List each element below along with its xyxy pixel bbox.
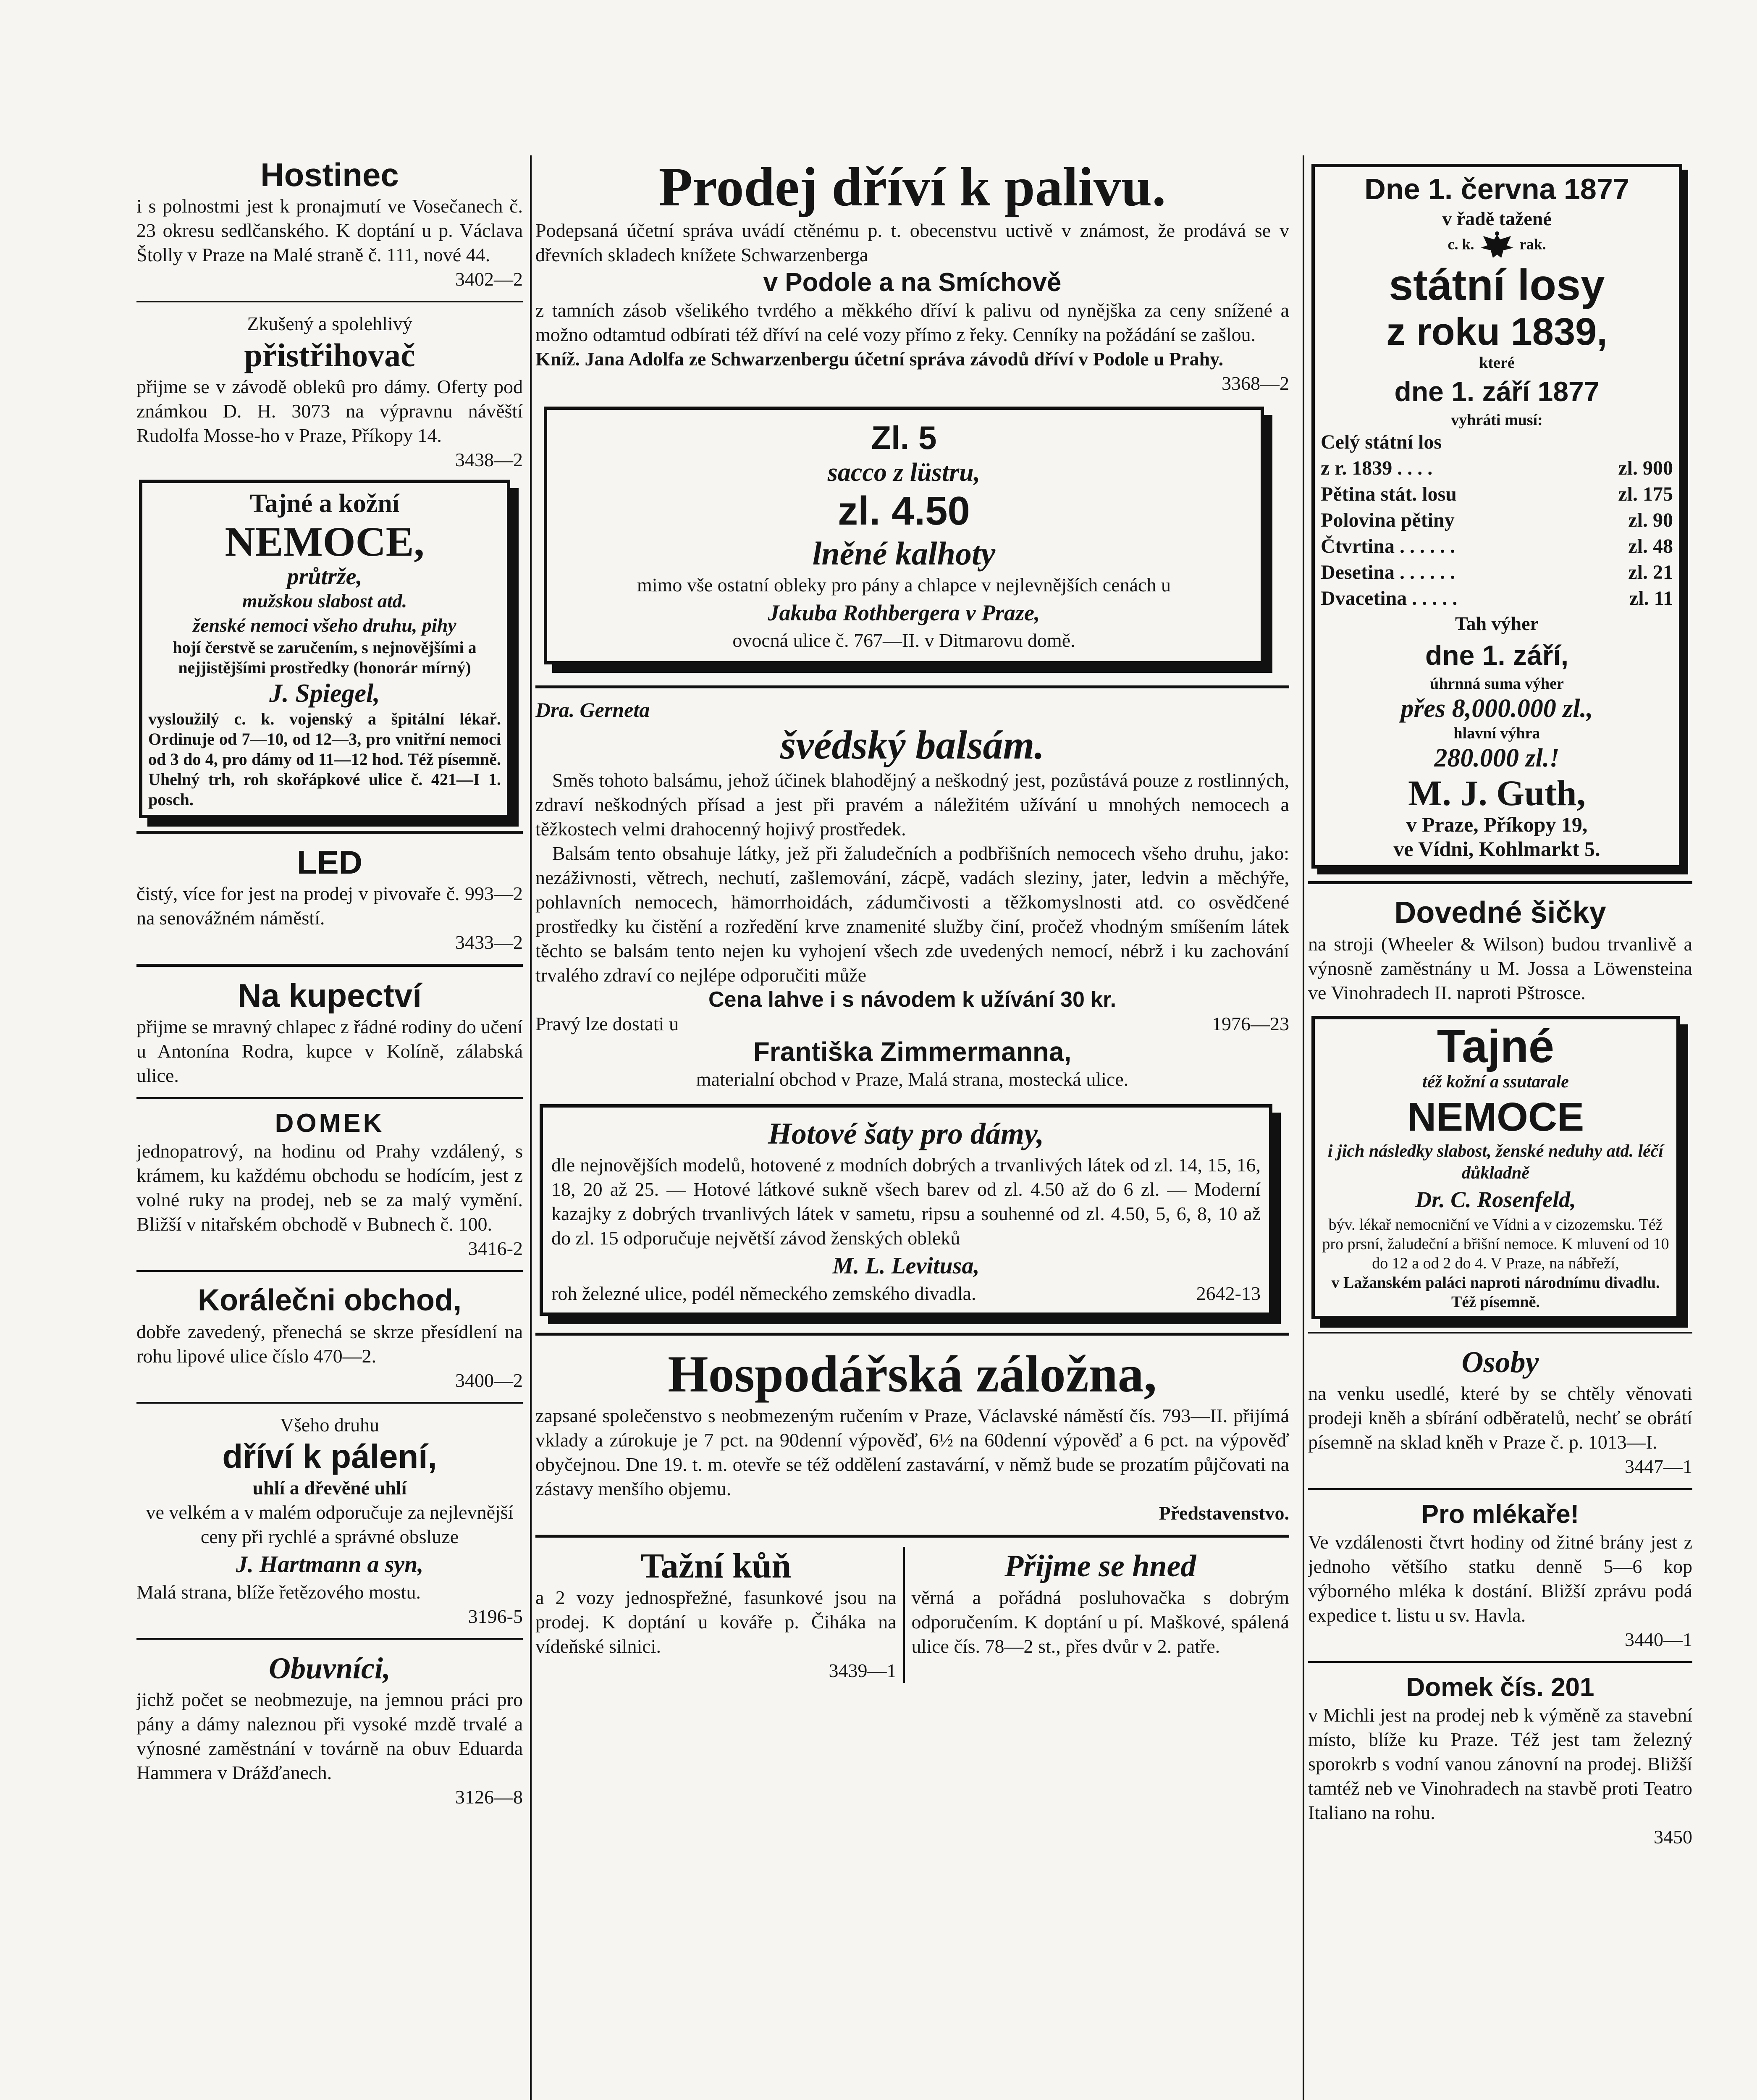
ad-subtitle: Tajné a kožní bbox=[249, 489, 399, 518]
ad-title: Korálečni obchod, bbox=[197, 1284, 462, 1317]
ad-line: Tah výher bbox=[1455, 613, 1539, 634]
ad-koralecni bbox=[136, 1281, 523, 1393]
prize-label: z r. 1839 . . . . bbox=[1321, 457, 1433, 479]
ad-date: dne 1. září, bbox=[1425, 640, 1569, 671]
ad-body: na stroji (Wheeler & Wilson) budou trvanlivě a výnosně zaměstnány u M. Jossa a Löwensteina ve Vinohradech II. naproti Pštrosce. bbox=[1308, 933, 1692, 1003]
ad-addr: Malá strana, blíže řetězového mostu. bbox=[136, 1581, 421, 1603]
ad-body: Směs tohoto balsámu, jehož účinek blahodějný a neškodný jest, pozůstává pouze z rostlinných, zdraví neškodných přísad a jest při pravém a náležitém užívání u mnohých nemocech a těžkostech velmi drahocenný hojivý prostředek. bbox=[535, 769, 1289, 840]
ad-title: LED bbox=[297, 844, 362, 881]
ad-code: 3433—2 bbox=[455, 932, 523, 953]
ad-title: státní losy bbox=[1389, 261, 1605, 310]
ad-subtitle: uhlí a dřevěné uhlí bbox=[252, 1477, 407, 1499]
ad-line: ženské nemoci všeho druhu, pihy bbox=[193, 614, 456, 636]
ad-title: dříví k pálení, bbox=[222, 1438, 437, 1475]
ad-body: na venku usedlé, které by se chtěly věnovati prodeji kněh a sbírání odběratelů, nechť se obrátí písemně na sklad kněh v Praze č. p. 1013—I. bbox=[1308, 1383, 1692, 1453]
ad-body: Ve vzdálenosti čtvrt hodiny od žitné brány jest z jednoho většího statku denně 5—6 kop výborného mléka k dostání. Bližší zprávu podá expedice t. listu u sv. Havla. bbox=[1308, 1531, 1692, 1626]
separator bbox=[1308, 1488, 1692, 1490]
ad-addr: ve Vídni, Kohlmarkt 5. bbox=[1393, 837, 1600, 861]
ad-title: Pro mlékaře! bbox=[1421, 1500, 1579, 1529]
ad-osoby bbox=[1308, 1343, 1692, 1479]
ad-name: Jakuba Rothbergera v Praze, bbox=[768, 600, 1040, 625]
ad-body: v Michli jest na prodej neb k výměně za stavební místo, blíže ku Praze. Též jest tam železný sporokrb s vodní vanou zánovní na prodej. Bližší tamtéž neb ve Vinohradech na stavbě proti Teatro Italiano na rohu. bbox=[1308, 1704, 1692, 1823]
ad-body: ve velkém a v malém odporučuje za nejlevnější ceny při rychlé a správné obsluze bbox=[146, 1502, 514, 1547]
ad-body: čistý, více for jest na prodej v pivovaře č. 993—2 na senovážném náměstí. bbox=[136, 883, 523, 929]
ad-code: 3438—2 bbox=[455, 449, 523, 470]
ad-place: v Podole a na Smíchově bbox=[763, 268, 1062, 297]
ad-code: 3416-2 bbox=[468, 1238, 523, 1259]
ad-body: Podepsaná účetní správa uvádí ctěnému p. t. obecenstvu uctivě v známost, že prodává se v dřevních skladech knížete Schwarzenberga bbox=[535, 220, 1289, 265]
prize-value: zl. 90 bbox=[1628, 509, 1673, 531]
ad-title: Dovedné šičky bbox=[1394, 896, 1606, 929]
separator bbox=[1308, 1332, 1692, 1334]
middle-column bbox=[535, 155, 1289, 2100]
ad-title: DOMEK bbox=[275, 1109, 385, 1138]
ad-code: 3450 bbox=[1654, 1826, 1692, 1848]
ad-domek-201 bbox=[1308, 1672, 1692, 1849]
ad-total: přes 8,000.000 zl., bbox=[1400, 694, 1593, 723]
separator bbox=[136, 831, 523, 834]
ad-nemoce-spiegel bbox=[139, 480, 510, 818]
prize-row bbox=[1321, 559, 1673, 585]
ad-body: a 2 vozy jednospřežné, fasunkové jsou na prodej. K doptání u kováře p. Čiháka na vídeňské silnici. bbox=[535, 1587, 897, 1657]
ad-subtitle: Všeho druhu bbox=[280, 1414, 380, 1436]
separator bbox=[535, 685, 1289, 688]
bottom-ads-row bbox=[535, 1547, 1289, 1683]
prize-row bbox=[1321, 533, 1673, 559]
ad-rak: rak. bbox=[1519, 236, 1546, 253]
ad-title: Hostinec bbox=[260, 156, 399, 193]
prize-label: Polovina pětiny bbox=[1321, 509, 1455, 531]
ad-name: Dr. C. Rosenfeld, bbox=[1415, 1187, 1576, 1212]
ad-domek bbox=[136, 1108, 523, 1261]
separator bbox=[136, 1097, 523, 1099]
ad-body: zapsané společenstvo s neobmezeným ručením v Praze, Václavské náměstí čís. 793—II. přijímá vklady a zúrokuje je 7 pct. na 90denní výpověď, 6½ na 60denní výpověď a 6 pct. na výpověď obyčejnou. Dne 19. t. m. otevře se též oddělení zastavární, v němž bude se prozatím půjčovati na zástavy menšího objemu. bbox=[535, 1405, 1289, 1499]
prize-row bbox=[1321, 481, 1673, 507]
prize-value: zl. 21 bbox=[1628, 561, 1673, 583]
ad-obuvnici bbox=[136, 1649, 523, 1809]
ad-name: J. Hartmann a syn, bbox=[236, 1551, 424, 1578]
ad-pravy: Pravý lze dostati u bbox=[535, 1013, 679, 1034]
ad-statni-losy bbox=[1311, 164, 1682, 869]
separator bbox=[136, 301, 523, 302]
prize-label: Čtvrtina . . . . . . bbox=[1321, 535, 1455, 557]
ad-rothberger bbox=[544, 407, 1264, 664]
ad-line: úhrnná suma výher bbox=[1430, 675, 1564, 693]
ad-year: z roku 1839, bbox=[1386, 310, 1608, 353]
ad-title: Osoby bbox=[1461, 1345, 1539, 1379]
prize-label: Desetina . . . . . . bbox=[1321, 561, 1455, 583]
ad-body: jichž počet se neobmezuje, na jemnou práci pro pány a dámy naleznou při vysoké mzdě trvalé a výnosné zaměstnání v továrně na obuv Eduarda Hammera v Drážďanech. bbox=[136, 1689, 523, 1783]
prize-label: Dvacetina . . . . . bbox=[1321, 587, 1458, 609]
ad-date: Dne 1. června 1877 bbox=[1364, 173, 1629, 205]
separator bbox=[136, 1402, 523, 1404]
ad-ck: c. k. bbox=[1448, 236, 1474, 253]
ad-line: i jich následky slabost, ženské neduhy atd. léčí důkladně bbox=[1327, 1142, 1664, 1183]
ad-body: mimo vše ostatní obleky pro pány a chlapce v nejlevnějších cenách u bbox=[637, 574, 1171, 596]
ad-hostinec bbox=[136, 155, 523, 291]
prize-row bbox=[1321, 429, 1673, 455]
ad-line: v řadě tažené bbox=[1442, 208, 1552, 229]
ad-body: i s polnostmi jest k pronajmutí ve Vosečanech č. 23 okresu sedlčanského. K doptání u p. Václava Štolly v Praze na Malé straně č. 111, nové 44. bbox=[136, 195, 523, 265]
ad-item: lněné kalhoty bbox=[812, 535, 996, 572]
ad-code: 3196-5 bbox=[468, 1606, 523, 1627]
ad-title: Na kupectví bbox=[238, 977, 422, 1014]
ad-title: NEMOCE, bbox=[225, 518, 425, 565]
separator bbox=[535, 1535, 1289, 1538]
ad-addr: materialní obchod v Praze, Malá strana, mostecká ulice. bbox=[696, 1068, 1129, 1090]
ad-title: Hospodářská záložna, bbox=[668, 1345, 1157, 1403]
ad-code: 3447—1 bbox=[1625, 1456, 1692, 1477]
ad-drivi bbox=[136, 1413, 523, 1629]
ad-addr: v Lažanském paláci naproti národnímu divadlu. Též písemně. bbox=[1331, 1274, 1660, 1311]
ad-body: věrná a pořádná posluhovačka s dobrým odporučením. K doptání u pí. Maškové, spálená ulice čís. 78—2 st., přes dvůr v 2. patře. bbox=[911, 1587, 1289, 1657]
separator bbox=[136, 1270, 523, 1272]
ad-line: které bbox=[1479, 354, 1515, 372]
ad-code: 3368—2 bbox=[1222, 373, 1289, 394]
ad-title: Domek čís. 201 bbox=[1406, 1673, 1594, 1702]
ad-title: Obuvníci, bbox=[268, 1651, 391, 1685]
right-column bbox=[1308, 155, 1692, 2100]
prize-value: zl. 48 bbox=[1628, 535, 1673, 557]
prize-value: zl. 175 bbox=[1618, 483, 1673, 505]
ad-title: Přijme se hned bbox=[1004, 1549, 1196, 1583]
ad-sicky bbox=[1308, 893, 1692, 1005]
ad-code: 3440—1 bbox=[1625, 1629, 1692, 1650]
ad-sign: Kníž. Jana Adolfa ze Schwarzenbergu účetní správa závodů dříví v Podole u Prahy. bbox=[535, 348, 1224, 370]
ad-title: NEMOCE bbox=[1407, 1095, 1584, 1139]
ad-main-prize: 280.000 zl.! bbox=[1434, 744, 1560, 772]
prize-table bbox=[1321, 429, 1673, 612]
ad-code: 3439—1 bbox=[829, 1660, 897, 1681]
ad-line: průtrže, bbox=[287, 564, 362, 590]
ad-prodej-drivi bbox=[535, 155, 1289, 396]
ad-tazni-kun bbox=[535, 1547, 905, 1683]
ad-body: dobře zavedený, přenechá se skrze přesídlení na rohu lipové ulice číslo 470—2. bbox=[136, 1321, 523, 1367]
ad-body: vysloužilý c. k. vojenský a špitální lékař. Ordinuje od 7—10, od 12—3, pro vnitřní nemoci od 3 do 4, pro dámy od 11—12 hod. Též písemně. Uhelný trh, roh skořápkové ulice č. 421—I 1. posch. bbox=[148, 709, 501, 809]
ad-body: přijme se v závodě oblekû pro dámy. Oferty pod známkou D. H. 3073 na výpravnu návěští Rudolfa Mosse-ho v Praze, Příkopy 14. bbox=[136, 376, 523, 446]
prize-value: zl. 11 bbox=[1629, 587, 1673, 609]
ad-date: dne 1. září 1877 bbox=[1394, 376, 1600, 407]
ad-name: M. J. Guth, bbox=[1408, 773, 1586, 813]
ad-code: 1976—23 bbox=[1212, 1013, 1289, 1034]
ad-code: 3126—8 bbox=[455, 1786, 523, 1808]
ad-code: 3400—2 bbox=[455, 1370, 523, 1391]
ad-addr: ovocná ulice č. 767—II. v Ditmarovu domě. bbox=[732, 630, 1075, 651]
ad-led bbox=[136, 843, 523, 955]
ad-body: dle nejnovějších modelů, hotovené z modních dobrých a trvanlivých látek od zl. 14, 15, 16, 18, 20 až 25. — Hotové látkové sukně všech barev od zl. 4.50 až do 6 zl. — Moderní kazajky z dobrých trvanlivých látek v sametu, ripsu a souhenné od zl. 4.50, 5, 6, 8, 10 až do zl. 15 odporučuje největší závod ženských obleků bbox=[551, 1154, 1261, 1249]
ad-mlekare bbox=[1308, 1499, 1692, 1652]
ad-title: Prodej dříví k palivu. bbox=[658, 156, 1166, 218]
ad-line: hlavní výhra bbox=[1453, 724, 1540, 742]
prize-value: zl. 900 bbox=[1618, 457, 1673, 479]
ad-hotove-saty bbox=[540, 1104, 1272, 1316]
prize-row bbox=[1321, 455, 1673, 481]
ad-body: býv. lékař nemocniční ve Vídni a v cizozemsku. Též pro prsní, žaludeční a břišní nemoce. K mluvení od 10 do 12 a od 2 do 4. V Praze, na nábřeží, bbox=[1322, 1216, 1669, 1272]
prize-label: Pětina stát. losu bbox=[1321, 483, 1457, 505]
ad-title: přistřihovač bbox=[244, 337, 415, 373]
ad-body: jednopatrový, na hodinu od Prahy vzdálený, s krámem, ku každému obchodu se hodícím, jest z volné ruky na prodej, neb se za malý vymění. Bližší v nitařském obchodě v Bubnech č. 100. bbox=[136, 1140, 523, 1235]
ad-line: též kožní a ssutarale bbox=[1422, 1072, 1569, 1092]
separator bbox=[1308, 881, 1692, 884]
ad-subtitle: Dra. Gerneta bbox=[535, 698, 650, 722]
eagle-emblem-icon bbox=[1478, 231, 1516, 260]
ad-body: přijme se mravný chlapec z řádné rodiny do učení u Antonína Rodra, kupce v Kolíně, zálabská ulice. bbox=[136, 1016, 523, 1086]
ad-item: sacco z lüstru, bbox=[827, 458, 981, 487]
left-column bbox=[136, 155, 523, 2100]
ad-code: 3402—2 bbox=[455, 268, 523, 290]
ad-name: Františka Zimmermanna, bbox=[753, 1037, 1072, 1067]
ad-subtitle: Zkušený a spolehlivý bbox=[247, 313, 412, 334]
ad-zalozna bbox=[535, 1345, 1289, 1525]
ad-title: Tajné bbox=[1437, 1021, 1555, 1072]
ad-name: M. L. Levitusa, bbox=[832, 1253, 980, 1279]
ad-name: J. Spiegel, bbox=[269, 679, 380, 708]
ad-kupectvi bbox=[136, 976, 523, 1088]
ad-balsam bbox=[535, 698, 1289, 1092]
prize-label: Celý státní los bbox=[1321, 431, 1442, 453]
ad-line: vyhráti musí: bbox=[1451, 411, 1543, 429]
ad-body: Balsám tento obsahuje látky, jež při žaludečních a podbřišních nemocech všeho druhu, jako: nezáživnosti, větrech, nechutí, zašlemování, zácpě, vadách sleziny, jater, ledvin a měchýře, pohlavních nemocech, hämorrhoidách, zádumčivosti a těžkomyslnosti atd. co osvědčené prostředky ku čistění a rozředění krve znamenité služby činí, pročež vhodným smíšením látek těchto se balsám tento nejen ku vyhojení všech zde uvedených nemocí, nébrž i ku zachování trvalého zdraví co nejlépe odporučiti může bbox=[535, 843, 1289, 986]
column-rule bbox=[530, 155, 532, 2100]
separator bbox=[535, 1333, 1289, 1336]
ad-title: Tažní kůň bbox=[640, 1547, 792, 1586]
ad-line: hojí čerstvě se zaručením, s nejnovějšími a nejjistějšími prostředky (honorár mírný) bbox=[173, 638, 477, 677]
ad-body: z tamních zásob všelikého tvrdého a měkkého dříví k palivu od nynějška za ceny snížené a možno odtamtud odbírati též dříví na celé vozy přímo z řeky. Cenníky na požádání se zašlou. bbox=[535, 299, 1289, 345]
ad-sign: Představenstvo. bbox=[1159, 1502, 1289, 1524]
ad-eagle-row bbox=[1321, 231, 1673, 260]
ad-title: švédský balsám. bbox=[780, 722, 1045, 767]
ad-prijme-hned bbox=[905, 1547, 1289, 1683]
ad-price: Zl. 5 bbox=[871, 419, 937, 456]
ad-code: 2642-13 bbox=[1196, 1283, 1261, 1304]
prize-row bbox=[1321, 585, 1673, 612]
ad-tajne-nemoce bbox=[1311, 1016, 1680, 1319]
prize-row bbox=[1321, 507, 1673, 533]
ad-price: Cena lahve i s návodem k užívání 30 kr. bbox=[708, 987, 1117, 1012]
separator bbox=[136, 964, 523, 967]
ad-line: mužskou slabost atd. bbox=[242, 590, 407, 612]
column-rule bbox=[1303, 155, 1304, 2100]
ad-addr: roh železné ulice, podél německého zemského divadla. bbox=[551, 1283, 976, 1304]
separator bbox=[136, 1638, 523, 1640]
ad-title: Hotové šaty pro dámy, bbox=[768, 1117, 1044, 1150]
separator bbox=[1308, 1661, 1692, 1663]
ad-addr: v Praze, Příkopy 19, bbox=[1406, 813, 1588, 836]
ad-price: zl. 4.50 bbox=[838, 488, 970, 533]
ad-pristrihovac bbox=[136, 312, 523, 472]
